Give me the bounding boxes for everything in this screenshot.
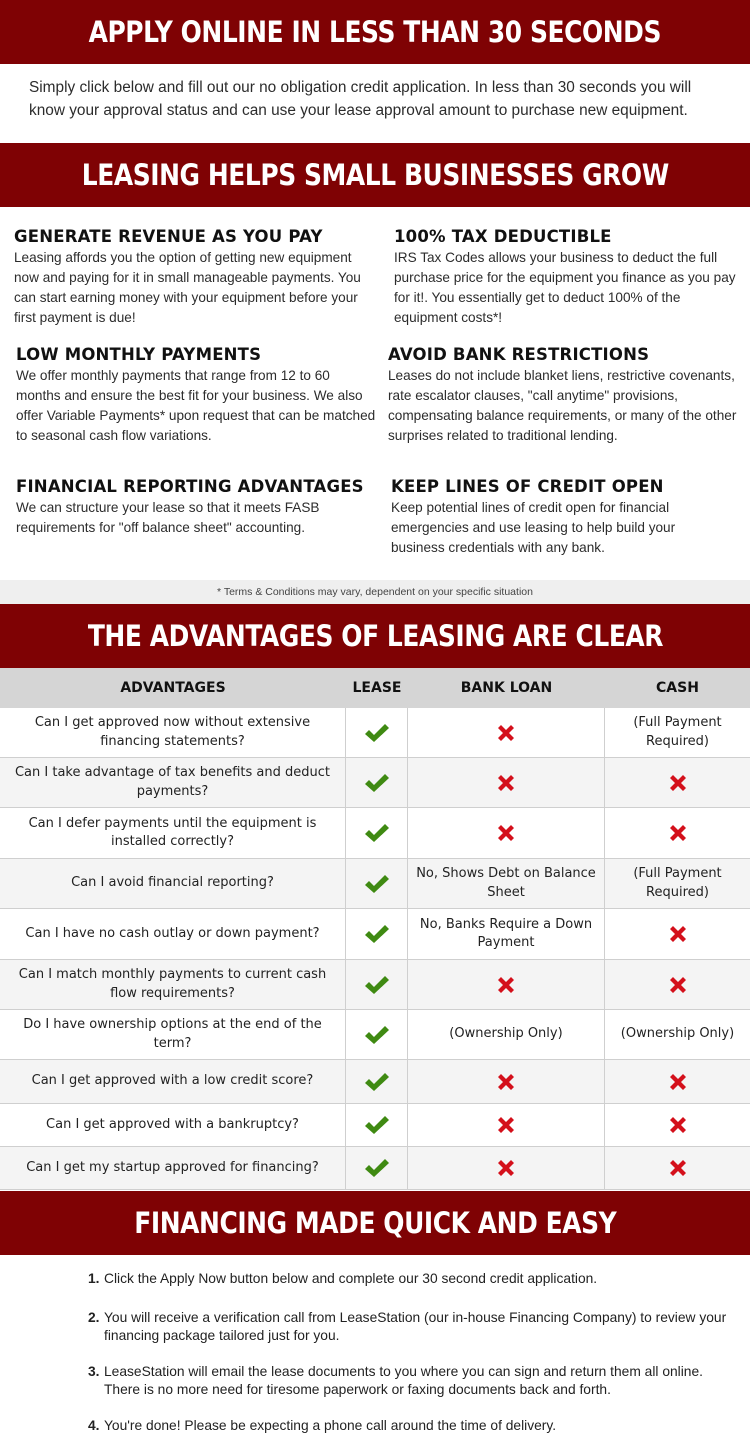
cash-cell	[605, 1060, 750, 1103]
feature-title: LOW MONTHLY PAYMENTS	[16, 345, 262, 364]
advantages-title: THE ADVANTAGES OF LEASING ARE CLEAR	[87, 619, 663, 653]
step-number: 4.	[88, 1417, 100, 1433]
step-item	[88, 1417, 728, 1436]
cash-cell	[605, 909, 750, 959]
apply-banner	[0, 0, 750, 64]
header-lease: LEASE	[352, 680, 402, 696]
lease-cell	[346, 808, 408, 858]
cell-text: (Full Payment Required)	[633, 715, 722, 749]
cash-cell	[605, 960, 750, 1009]
question-cell: Can I match monthly payments to current cash flow requirements?	[0, 960, 346, 1009]
feature-avoid-bank-restrictions	[388, 344, 744, 446]
cross-icon	[495, 1157, 517, 1179]
cross-icon	[495, 974, 517, 996]
bank-loan-cell	[408, 1060, 605, 1103]
cash-cell	[605, 708, 750, 757]
header-advantages: ADVANTAGES	[120, 680, 226, 696]
cross-icon	[667, 1114, 689, 1136]
step-number: 3.	[88, 1363, 100, 1379]
cross-icon	[667, 772, 689, 794]
check-icon	[363, 722, 391, 744]
feature-text: IRS Tax Codes allows your business to deduct the full purchase price for the equipment you finance as you pay for it!. You essentially get to deduct 100% of the equipment costs*!	[394, 250, 736, 325]
apply-intro: Simply click below and fill out our no obligation credit application. In less than 30 seconds you will know your approval status and can use your lease approval amount to purchase new equipment.	[29, 79, 692, 119]
bank-loan-cell	[408, 859, 605, 908]
step-text: You're done! Please be expecting a phone call around the time of delivery.	[104, 1417, 557, 1433]
check-icon	[363, 772, 391, 794]
grow-banner	[0, 143, 750, 207]
table-row	[0, 1147, 750, 1190]
check-icon	[363, 1024, 391, 1046]
cross-icon	[495, 772, 517, 794]
bank-loan-cell	[408, 1104, 605, 1146]
steps-list	[88, 1270, 728, 1435]
question-cell: Do I have ownership options at the end of the term?	[0, 1010, 346, 1059]
feature-text: Keep potential lines of credit open for financial emergencies and use leasing to help build your business credentials with any bank.	[391, 500, 676, 555]
cross-icon	[667, 974, 689, 996]
lease-cell	[346, 960, 408, 1009]
step-text: Click the Apply Now button below and complete our 30 second credit application.	[104, 1271, 598, 1286]
cell-text: (Ownership Only)	[620, 1026, 735, 1042]
apply-title: APPLY ONLINE IN LESS THAN 30 SECONDS	[88, 15, 662, 49]
cash-cell	[605, 859, 750, 908]
step-item	[88, 1309, 728, 1346]
lease-cell	[346, 1147, 408, 1189]
cash-cell	[605, 1147, 750, 1189]
step-number: 2.	[88, 1309, 100, 1325]
table-body	[0, 708, 750, 1190]
feature-text: We offer monthly payments that range from 12 to 60 months and ensure the best fit for your business. We also offer Variable Payments* upon request that can be matched to seasonal cash flow variations.	[16, 368, 376, 443]
table-row	[0, 1010, 750, 1060]
check-icon	[363, 974, 391, 996]
financing-banner	[0, 1191, 750, 1255]
lease-cell	[346, 1060, 408, 1103]
feature-low-monthly-payments	[16, 344, 378, 446]
question-cell: Can I take advantage of tax benefits and deduct payments?	[0, 758, 346, 807]
cash-cell	[605, 1010, 750, 1059]
lease-cell	[346, 708, 408, 757]
bank-loan-cell	[408, 960, 605, 1009]
feature-text: We can structure your lease so that it meets FASB requirements for "off balance sheet" accounting.	[16, 500, 320, 535]
cross-icon	[667, 1157, 689, 1179]
lease-cell	[346, 1010, 408, 1059]
check-icon	[363, 873, 391, 895]
disclaimer: * Terms & Conditions may vary, dependent on your specific situation	[0, 580, 750, 604]
feature-title: AVOID BANK RESTRICTIONS	[388, 345, 650, 364]
question-cell: Can I get approved with a bankruptcy?	[0, 1104, 346, 1146]
table-row	[0, 708, 750, 758]
check-icon	[363, 822, 391, 844]
cash-cell	[605, 758, 750, 807]
feature-text: Leases do not include blanket liens, restrictive covenants, rate escalator clauses, "call anytime" provisions, compensating balance requirements, or many of the other surprises related to traditional lending.	[388, 368, 737, 443]
table-row	[0, 1060, 750, 1104]
step-item	[88, 1363, 728, 1400]
step-item	[88, 1270, 728, 1289]
advantages-banner	[0, 604, 750, 668]
cell-text: (Full Payment Required)	[633, 866, 722, 900]
feature-generate-revenue	[14, 226, 374, 328]
feature-title: KEEP LINES OF CREDIT OPEN	[391, 477, 664, 496]
cross-icon	[495, 1071, 517, 1093]
cash-cell	[605, 1104, 750, 1146]
lease-cell	[346, 1104, 408, 1146]
table-row	[0, 808, 750, 859]
question-cell: Can I get approved with a low credit score?	[0, 1060, 346, 1103]
grow-title: LEASING HELPS SMALL BUSINESSES GROW	[81, 158, 669, 192]
bank-loan-cell	[408, 758, 605, 807]
question-cell: Can I get approved now without extensive financing statements?	[0, 708, 346, 757]
check-icon	[363, 1071, 391, 1093]
cross-icon	[495, 722, 517, 744]
bank-loan-cell	[408, 909, 605, 959]
cash-cell	[605, 808, 750, 858]
table-row	[0, 859, 750, 909]
step-number: 1.	[88, 1271, 100, 1286]
table-header	[0, 668, 750, 708]
header-bank-loan: BANK LOAN	[460, 680, 553, 696]
cell-text: No, Shows Debt on Balance Sheet	[416, 866, 596, 900]
check-icon	[363, 1157, 391, 1179]
cross-icon	[667, 923, 689, 945]
question-cell: Can I defer payments until the equipment is installed correctly?	[0, 808, 346, 858]
comparison-table	[0, 668, 750, 1190]
table-row	[0, 909, 750, 960]
feature-title: FINANCIAL REPORTING ADVANTAGES	[16, 477, 364, 496]
financing-title: FINANCING MADE QUICK AND EASY	[133, 1206, 617, 1240]
table-row	[0, 960, 750, 1010]
bank-loan-cell	[408, 808, 605, 858]
check-icon	[363, 1114, 391, 1136]
feature-tax-deductible	[394, 226, 744, 328]
bank-loan-cell	[408, 1147, 605, 1189]
table-row	[0, 758, 750, 808]
lease-cell	[346, 909, 408, 959]
cell-text: (Ownership Only)	[449, 1026, 563, 1042]
cell-text: No, Banks Require a Down Payment	[419, 916, 593, 950]
question-cell: Can I avoid financial reporting?	[0, 859, 346, 908]
feature-text: Leasing affords you the option of getting new equipment now and paying for it in small manageable payments. You can start earning money with your equipment before your first payment is due!	[14, 250, 361, 325]
cross-icon	[495, 1114, 517, 1136]
check-icon	[363, 923, 391, 945]
table-row	[0, 1104, 750, 1147]
cross-icon	[495, 822, 517, 844]
question-cell: Can I get my startup approved for financing?	[0, 1147, 346, 1189]
feature-title: 100% TAX DEDUCTIBLE	[394, 227, 612, 246]
feature-financial-reporting	[16, 476, 376, 538]
question-cell: Can I have no cash outlay or down payment?	[0, 909, 346, 959]
lease-cell	[346, 859, 408, 908]
feature-title: GENERATE REVENUE AS YOU PAY	[14, 227, 323, 246]
cross-icon	[667, 1071, 689, 1093]
step-text: You will receive a verification call from LeaseStation (our in-house Financing Company) to review your financing package tailored just for you.	[104, 1309, 727, 1343]
bank-loan-cell	[408, 708, 605, 757]
cross-icon	[667, 822, 689, 844]
lease-cell	[346, 758, 408, 807]
feature-keep-credit-open	[391, 476, 731, 558]
step-text: LeaseStation will email the lease documents to you where you can sign and return them all online. There is no more need for tiresome paperwork or faxing documents back and forth.	[104, 1363, 703, 1397]
header-cash: CASH	[656, 680, 699, 696]
bank-loan-cell	[408, 1010, 605, 1059]
